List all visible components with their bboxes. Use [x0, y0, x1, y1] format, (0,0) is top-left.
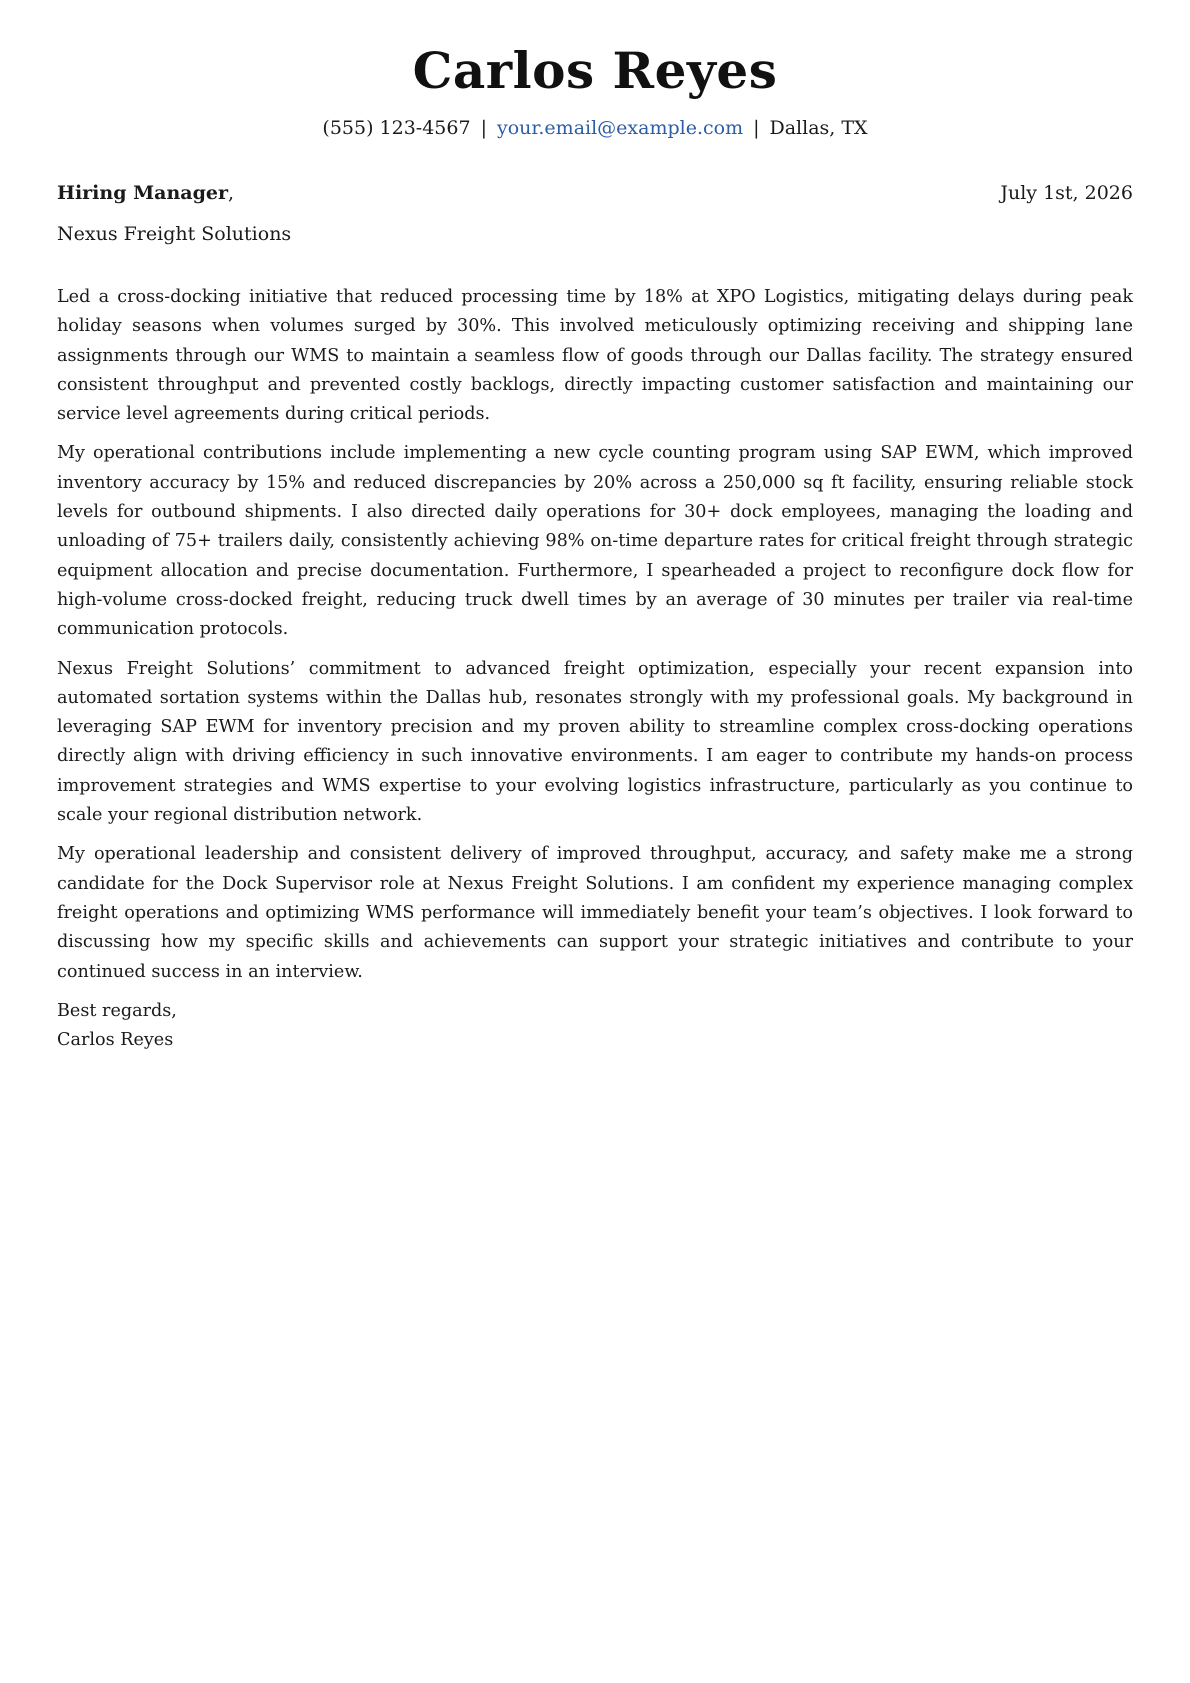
email-link[interactable]: your.email@example.com	[496, 117, 744, 139]
recipient-comma: ,	[227, 182, 235, 204]
phone-number: (555) 123-4567	[322, 117, 471, 139]
recipient-line	[57, 179, 234, 207]
body-paragraph: Nexus Freight Solutions’ commitment to advanced freight optimization, especially your recent expansion into automated sortation systems within the Dallas hub, resonates strongly with my professional goals. My background in leveraging SAP EWM for inventory precision and my proven ability to streamline complex cross-docking operations directly align with driving efficiency in such innovative environments. I am eager to contribute my hands-on process improvement strategies and WMS expertise to your evolving logistics infrastructure, particularly as you continue to scale your regional distribution network.	[57, 658, 1133, 826]
closing-signature: Carlos Reyes	[57, 1030, 174, 1051]
contact-line	[57, 114, 1133, 142]
body-paragraph: Led a cross-docking initiative that reduced processing time by 18% at XPO Logistics, mitigating delays during peak holiday seasons when volumes surged by 30%. This involved meticulously optimizing receiving and shipping lane assignments through our WMS to maintain a seamless flow of goods through our Dallas facility. The strategy ensured consistent throughput and prevented costly backlogs, directly impacting customer satisfaction and maintaining our service level agreements during critical periods.	[57, 287, 1133, 425]
contact-separator: |	[753, 117, 760, 139]
letter-date: July 1st, 2026	[1000, 182, 1133, 204]
cover-letter-page	[57, 0, 1133, 1683]
contact-separator: |	[480, 117, 487, 139]
location: Dallas, TX	[769, 117, 868, 139]
body-paragraph: My operational leadership and consistent delivery of improved throughput, accuracy, and safety make me a strong candidate for the Dock Supervisor role at Nexus Freight Solutions. I am confident my experience managing complex freight operations and optimizing WMS performance will immediately benefit your team’s objectives. I look forward to discussing how my specific skills and achievements can support your strategic initiatives and contribute to your continued success in an interview.	[57, 844, 1133, 982]
closing-block	[57, 997, 1133, 1056]
closing-salutation: Best regards,	[57, 1000, 177, 1021]
recipient-company: Nexus Freight Solutions	[57, 223, 292, 245]
body-paragraph: My operational contributions include implementing a new cycle counting program using SAP EWM, which improved inventory accuracy by 15% and reduced discrepancies by 20% across a 250,000 sq ft facility, ensuring reliable stock levels for outbound shipments. I also directed daily operations for 30+ dock employees, managing the loading and unloading of 75+ trailers daily, consistently achieving 98% on-time departure rates for critical freight through strategic equipment allocation and precise documentation. Furthermore, I spearheaded a project to reconfigure dock flow for high-volume cross-docked freight, reducing truck dwell times by an average of 30 minutes per trailer via real-time communication protocols.	[57, 443, 1133, 640]
letter-body	[57, 283, 1133, 1055]
applicant-name: Carlos Reyes	[412, 41, 778, 100]
recipient-title: Hiring Manager	[57, 182, 228, 204]
